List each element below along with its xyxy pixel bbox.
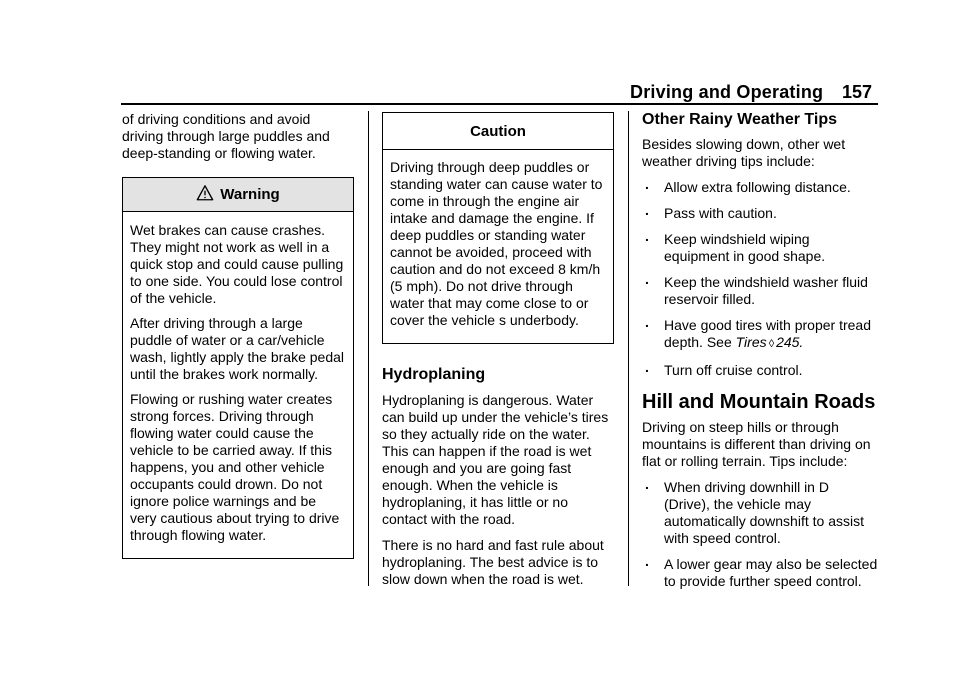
column-middle [382, 111, 614, 597]
caution-paragraph: Driving through deep puddles or standing water can cause water to come in through the engine air intake and damage the engine. If deep puddles or standing water cannot be avoided, proceed with caution and do not exceed 8 km/h (5 mph). Do not drive through water that may come close to or cover the vehicle s underbody. [390, 159, 603, 328]
warning-box [122, 177, 354, 559]
tires-ref-label: Tires [735, 334, 767, 350]
intro-paragraph: of driving conditions and avoid driving through large puddles and deep-standing or flowing water. [122, 111, 330, 161]
column-left [122, 111, 354, 559]
warning-title: Warning [220, 186, 280, 203]
list-item: . Turn off cruise control. [642, 362, 878, 379]
list-item [642, 317, 878, 353]
hydroplaning-paragraph: Hydroplaning is dangerous. Water can build up under the vehicle’s tires so they actually ride on the water. This can happen if the road is wet enough and you are going fast enough. When the vehicle is hydroplaning, it has little or no contact with the road. [382, 392, 609, 527]
warning-header [123, 178, 353, 212]
warning-paragraph: Flowing or rushing water creates strong forces. Driving through flowing water could cause the vehicle to be carried away. If this happens, you and other vehicle occupants could drown. Do not ignore police warnings and be very cautious about trying to drive through flowing water. [130, 391, 340, 543]
list-item: . Allow extra following distance. [642, 179, 878, 196]
warning-body [123, 212, 353, 558]
hill-mountain-heading: Hill and Mountain Roads [642, 391, 876, 413]
section-title: Driving and Operating [630, 82, 824, 102]
tires-reference-link[interactable] [736, 334, 804, 350]
hydroplaning-heading: Hydroplaning [382, 366, 486, 383]
header-rule [121, 103, 878, 105]
column-divider [368, 111, 369, 586]
rainy-intro: Besides slowing down, other wet weather driving tips include: [642, 136, 846, 169]
list-item: . A lower gear may also be selected to provide further speed control. [642, 556, 878, 590]
warning-paragraph: After driving through a large puddle of water or a car/vehicle wash, lightly apply the brake pedal until the brakes work normally. [130, 315, 345, 382]
tires-ref-page: 245. [776, 334, 804, 350]
warning-paragraph: Wet brakes can cause crashes. They might not work as well in a quick stop and could cause pulling to one side. You could lose control of the vehicle. [130, 222, 344, 306]
caution-body [383, 150, 613, 343]
list-item: . Keep the windshield washer fluid reservoir filled. [642, 274, 878, 308]
list-item: . Keep windshield wiping equipment in good shape. [642, 231, 878, 265]
tires-item-text: Have good tires with proper tread depth. See [664, 317, 871, 350]
hill-intro: Driving on steep hills or through mountains is different than driving on flat or rolling terrain. Tips include: [642, 419, 871, 469]
warning-triangle-icon [196, 184, 214, 202]
caution-header [383, 113, 613, 150]
column-divider [628, 111, 629, 586]
page-number: 157 [842, 82, 873, 102]
page-reference-icon: ◊ [768, 338, 775, 350]
list-item: . Pass with caution. [642, 205, 878, 222]
hydroplaning-paragraph: There is no hard and fast rule about hydroplaning. The best advice is to slow down when the road is wet. [382, 537, 604, 587]
caution-box [382, 112, 614, 344]
list-item: . When driving downhill in D (Drive), the vehicle may automatically downshift to assist with speed control. [642, 479, 878, 547]
caution-title: Caution [470, 122, 526, 140]
hill-tips-list [642, 479, 878, 590]
rainy-tips-list [642, 179, 878, 379]
rainy-tips-heading: Other Rainy Weather Tips [642, 111, 838, 128]
column-right [642, 111, 878, 599]
